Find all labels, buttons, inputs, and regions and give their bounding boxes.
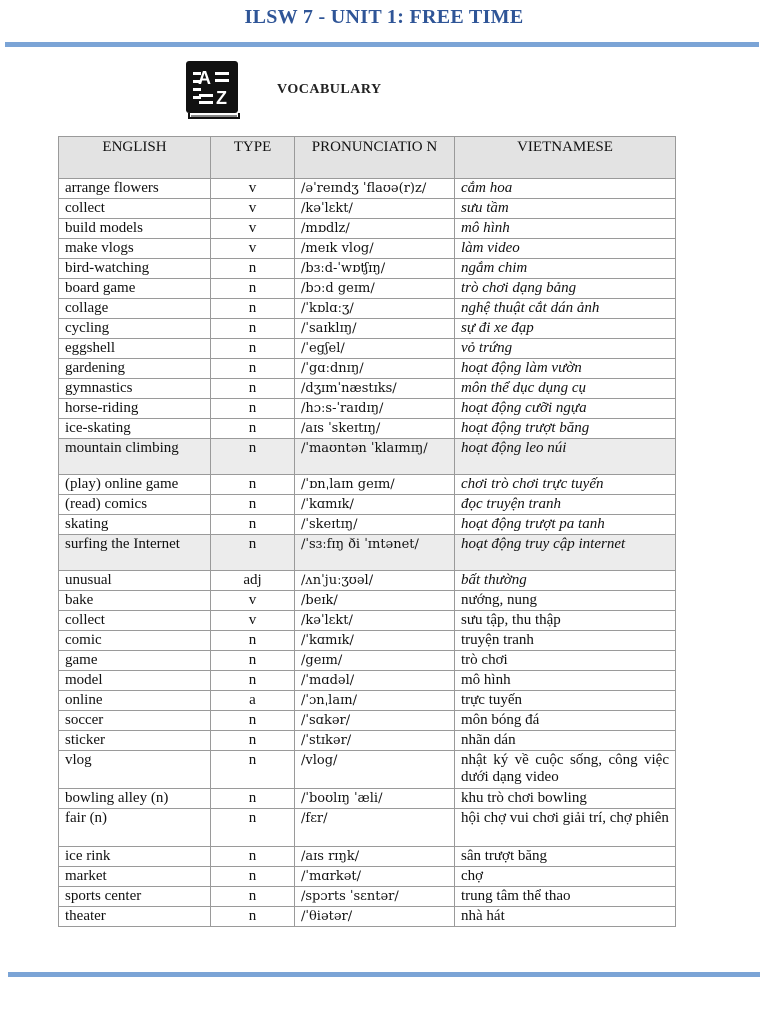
cell-vietnamese: nướng, nung: [455, 591, 676, 611]
cell-type: n: [211, 751, 295, 789]
cell-english: surfing the Internet: [59, 535, 211, 571]
cell-pronunciation: /kəˈlɛkt/: [295, 611, 455, 631]
cell-vietnamese: mô hình: [455, 219, 676, 239]
table-row: [59, 535, 676, 571]
cell-english: bake: [59, 591, 211, 611]
table-row: [59, 887, 676, 907]
cell-vietnamese: hoạt động làm vườn: [455, 359, 676, 379]
cell-english: bird-watching: [59, 259, 211, 279]
cell-pronunciation: /ˈgɑːdnɪŋ/: [295, 359, 455, 379]
cell-type: a: [211, 691, 295, 711]
table-row: [59, 439, 676, 475]
cell-english: gardening: [59, 359, 211, 379]
table-row: [59, 867, 676, 887]
cell-english: board game: [59, 279, 211, 299]
cell-type: n: [211, 515, 295, 535]
cell-type: n: [211, 259, 295, 279]
cell-vietnamese: khu trò chơi bowling: [455, 789, 676, 809]
table-header-row: [59, 137, 676, 179]
cell-pronunciation: /fɛr/: [295, 809, 455, 847]
cell-pronunciation: /ˈsaɪklɪŋ/: [295, 319, 455, 339]
cell-english: ice rink: [59, 847, 211, 867]
table-row: [59, 259, 676, 279]
cell-pronunciation: /ˈsɑkər/: [295, 711, 455, 731]
cell-vietnamese: sưu tầm: [455, 199, 676, 219]
table-row: [59, 731, 676, 751]
cell-vietnamese: nhật ký về cuộc sống, công việc dưới dạng video: [455, 751, 676, 789]
cell-english: unusual: [59, 571, 211, 591]
table-row: [59, 611, 676, 631]
table-row: [59, 299, 676, 319]
cell-english: game: [59, 651, 211, 671]
cell-pronunciation: /bɜːd-ˈwɒʧɪŋ/: [295, 259, 455, 279]
cell-vietnamese: làm video: [455, 239, 676, 259]
table-row: [59, 751, 676, 789]
cell-pronunciation: /geɪm/: [295, 651, 455, 671]
table-row: [59, 631, 676, 651]
cell-type: n: [211, 475, 295, 495]
table-row: [59, 199, 676, 219]
cell-vietnamese: nhãn dán: [455, 731, 676, 751]
header-vietnamese: VIETNAMESE: [455, 137, 676, 179]
cell-pronunciation: /spɔrts ˈsɛntər/: [295, 887, 455, 907]
cell-type: v: [211, 239, 295, 259]
cell-pronunciation: /ˈmɑdəl/: [295, 671, 455, 691]
cell-type: n: [211, 631, 295, 651]
cell-english: model: [59, 671, 211, 691]
cell-vietnamese: hoạt động truy cập internet: [455, 535, 676, 571]
cell-vietnamese: chơi trò chơi trực tuyến: [455, 475, 676, 495]
table-row: [59, 399, 676, 419]
cell-vietnamese: môn bóng đá: [455, 711, 676, 731]
cell-pronunciation: /ʌnˈjuːʒʊəl/: [295, 571, 455, 591]
table-row: [59, 339, 676, 359]
cell-vietnamese: trò chơi: [455, 651, 676, 671]
cell-type: adj: [211, 571, 295, 591]
cell-type: v: [211, 199, 295, 219]
header-english: ENGLISH: [59, 137, 211, 179]
header-pronunciation: PRONUNCIATIO N: [295, 137, 455, 179]
cell-type: n: [211, 299, 295, 319]
table-row: [59, 475, 676, 495]
cell-type: n: [211, 711, 295, 731]
cell-english: vlog: [59, 751, 211, 789]
table-row: [59, 239, 676, 259]
table-row: [59, 809, 676, 847]
cell-vietnamese: trung tâm thể thao: [455, 887, 676, 907]
cell-vietnamese: nhà hát: [455, 907, 676, 927]
cell-english: make vlogs: [59, 239, 211, 259]
cell-vietnamese: chợ: [455, 867, 676, 887]
cell-type: v: [211, 591, 295, 611]
cell-english: theater: [59, 907, 211, 927]
svg-text:A: A: [198, 68, 211, 88]
cell-vietnamese: mô hình: [455, 671, 676, 691]
table-row: [59, 907, 676, 927]
vocabulary-table: [58, 136, 676, 927]
cell-english: comic: [59, 631, 211, 651]
cell-pronunciation: /meɪk vlog/: [295, 239, 455, 259]
cell-type: n: [211, 319, 295, 339]
svg-text:Z: Z: [216, 88, 227, 108]
cell-english: sports center: [59, 887, 211, 907]
cell-pronunciation: /ˈskeɪtɪŋ/: [295, 515, 455, 535]
cell-vietnamese: môn thể dục dụng cụ: [455, 379, 676, 399]
cell-vietnamese: bất thường: [455, 571, 676, 591]
cell-english: build models: [59, 219, 211, 239]
cell-english: market: [59, 867, 211, 887]
cell-vietnamese: hoạt động trượt pa tanh: [455, 515, 676, 535]
cell-vietnamese: hoạt động trượt băng: [455, 419, 676, 439]
cell-english: gymnastics: [59, 379, 211, 399]
cell-pronunciation: /aɪs ˈskeɪtɪŋ/: [295, 419, 455, 439]
cell-type: n: [211, 279, 295, 299]
cell-pronunciation: /ˈboʊlɪŋ ˈæli/: [295, 789, 455, 809]
cell-type: n: [211, 339, 295, 359]
cell-pronunciation: /ˈkɒlɑːʒ/: [295, 299, 455, 319]
table-row: [59, 691, 676, 711]
cell-type: n: [211, 867, 295, 887]
cell-english: (read) comics: [59, 495, 211, 515]
cell-vietnamese: sự đi xe đạp: [455, 319, 676, 339]
section-title: VOCABULARY: [277, 82, 382, 97]
table-body: [59, 179, 676, 927]
cell-type: n: [211, 651, 295, 671]
cell-pronunciation: /ˈkɑmɪk/: [295, 631, 455, 651]
cell-english: collect: [59, 199, 211, 219]
footer-rule: [8, 972, 760, 977]
cell-vietnamese: sân trượt băng: [455, 847, 676, 867]
table-row: [59, 379, 676, 399]
cell-type: n: [211, 359, 295, 379]
cell-type: v: [211, 179, 295, 199]
cell-type: n: [211, 495, 295, 515]
cell-type: n: [211, 671, 295, 691]
table-row: [59, 219, 676, 239]
cell-english: (play) online game: [59, 475, 211, 495]
table-row: [59, 359, 676, 379]
cell-pronunciation: /ˈmaʊntən ˈklaɪmɪŋ/: [295, 439, 455, 475]
table-row: [59, 279, 676, 299]
cell-type: n: [211, 379, 295, 399]
table-row: [59, 179, 676, 199]
table-row: [59, 789, 676, 809]
cell-type: n: [211, 419, 295, 439]
table-row: [59, 671, 676, 691]
cell-pronunciation: /kəˈlɛkt/: [295, 199, 455, 219]
cell-english: skating: [59, 515, 211, 535]
cell-english: fair (n): [59, 809, 211, 847]
table-row: [59, 515, 676, 535]
cell-english: online: [59, 691, 211, 711]
cell-vietnamese: ngắm chim: [455, 259, 676, 279]
cell-pronunciation: /ˈθiətər/: [295, 907, 455, 927]
cell-type: v: [211, 219, 295, 239]
cell-english: eggshell: [59, 339, 211, 359]
cell-english: horse-riding: [59, 399, 211, 419]
table-row: [59, 495, 676, 515]
cell-pronunciation: /aɪs rɪŋk/: [295, 847, 455, 867]
cell-type: n: [211, 399, 295, 419]
cell-pronunciation: /ˈɒnˌlaɪn geɪm/: [295, 475, 455, 495]
header-rule: [5, 42, 759, 47]
table-row: [59, 319, 676, 339]
cell-vietnamese: trò chơi dạng bảng: [455, 279, 676, 299]
cell-pronunciation: /beɪk/: [295, 591, 455, 611]
cell-english: soccer: [59, 711, 211, 731]
cell-vietnamese: trực tuyến: [455, 691, 676, 711]
cell-english: cycling: [59, 319, 211, 339]
cell-vietnamese: cắm hoa: [455, 179, 676, 199]
cell-pronunciation: /ˈɔnˌlaɪn/: [295, 691, 455, 711]
cell-type: n: [211, 535, 295, 571]
cell-english: collect: [59, 611, 211, 631]
cell-vietnamese: vỏ trứng: [455, 339, 676, 359]
cell-type: n: [211, 907, 295, 927]
table-row: [59, 571, 676, 591]
table-row: [59, 847, 676, 867]
cell-english: sticker: [59, 731, 211, 751]
cell-english: mountain climbing: [59, 439, 211, 475]
cell-type: v: [211, 611, 295, 631]
table-row: [59, 591, 676, 611]
cell-english: collage: [59, 299, 211, 319]
cell-type: n: [211, 731, 295, 751]
table-row: [59, 419, 676, 439]
header-type: TYPE: [211, 137, 295, 179]
cell-type: n: [211, 809, 295, 847]
cell-vietnamese: hoạt động cưỡi ngựa: [455, 399, 676, 419]
cell-pronunciation: /bɔːd geɪm/: [295, 279, 455, 299]
cell-type: n: [211, 789, 295, 809]
cell-vietnamese: đọc truyện tranh: [455, 495, 676, 515]
cell-pronunciation: /hɔːs-ˈraɪdɪŋ/: [295, 399, 455, 419]
cell-vietnamese: nghệ thuật cắt dán ảnh: [455, 299, 676, 319]
cell-english: arrange flowers: [59, 179, 211, 199]
cell-type: n: [211, 887, 295, 907]
cell-pronunciation: /vlog/: [295, 751, 455, 789]
cell-vietnamese: hoạt động leo núi: [455, 439, 676, 475]
table-row: [59, 651, 676, 671]
cell-pronunciation: /ˈsɜːfɪŋ ði ˈɪntənet/: [295, 535, 455, 571]
cell-pronunciation: /ˈmɑrkət/: [295, 867, 455, 887]
table-row: [59, 711, 676, 731]
cell-english: bowling alley (n): [59, 789, 211, 809]
cell-vietnamese: truyện tranh: [455, 631, 676, 651]
page-title: ILSW 7 - UNIT 1: FREE TIME: [244, 6, 524, 28]
cell-vietnamese: sưu tập, thu thập: [455, 611, 676, 631]
cell-pronunciation: /əˈreɪndʒ ˈflaʊə(r)z/: [295, 179, 455, 199]
cell-english: ice-skating: [59, 419, 211, 439]
dictionary-az-icon: [185, 60, 241, 120]
cell-pronunciation: /ˈstɪkər/: [295, 731, 455, 751]
cell-type: n: [211, 439, 295, 475]
cell-pronunciation: /mɒdlz/: [295, 219, 455, 239]
cell-pronunciation: /ˈegʃel/: [295, 339, 455, 359]
cell-vietnamese: hội chợ vui chơi giải trí, chợ phiên: [455, 809, 676, 847]
cell-pronunciation: /dʒɪmˈnæstɪks/: [295, 379, 455, 399]
cell-pronunciation: /ˈkɑmɪk/: [295, 495, 455, 515]
cell-type: n: [211, 847, 295, 867]
